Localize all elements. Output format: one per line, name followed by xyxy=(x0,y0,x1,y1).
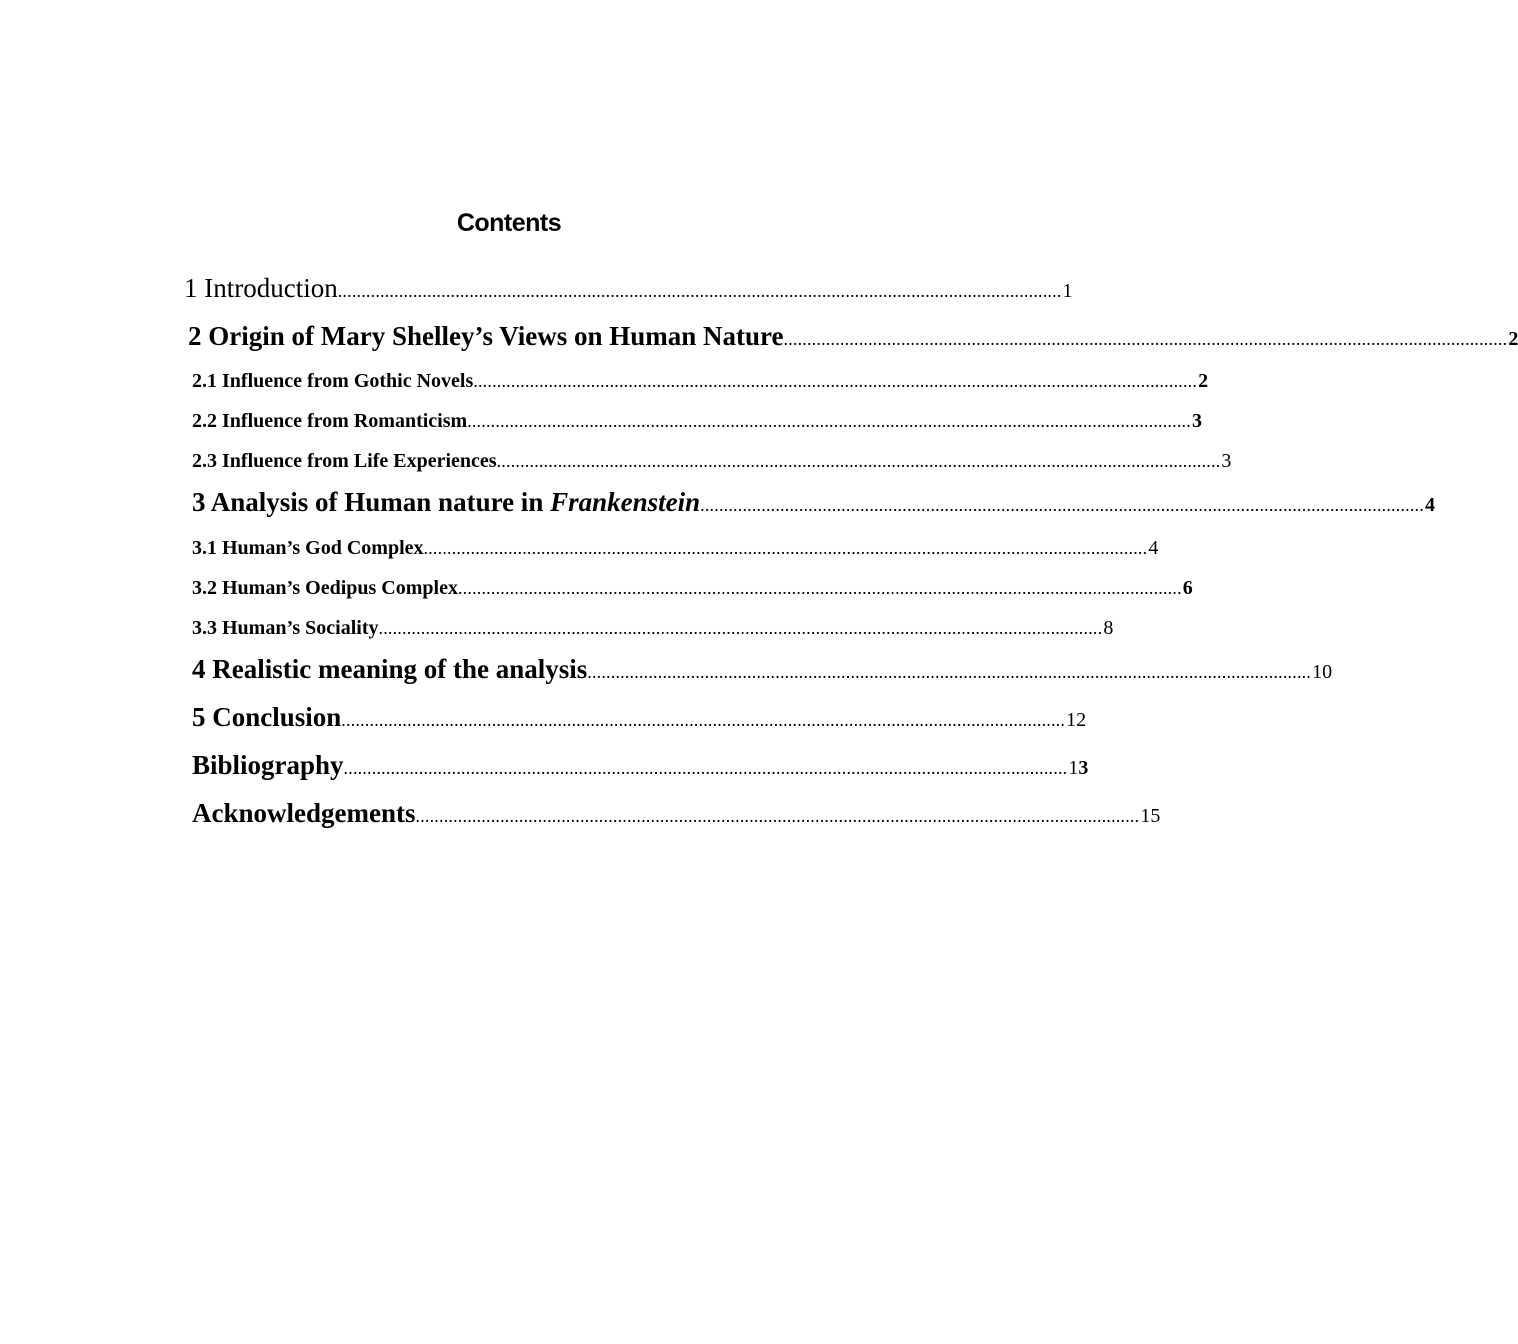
toc-entry-label: 4 Realistic meaning of the analysis xyxy=(192,654,588,684)
toc-entry-conclusion[interactable] xyxy=(192,702,1087,733)
toc-entry-label-text: 3 Analysis of Human nature in xyxy=(192,487,551,517)
dot-leader: .......................................................................................................................................................... xyxy=(415,806,1140,826)
toc-entry-gothic-novels[interactable] xyxy=(192,370,1209,393)
toc-entry-realistic-meaning[interactable] xyxy=(192,654,1333,685)
toc-entry-god-complex[interactable] xyxy=(192,537,1159,560)
toc-entry-page-number: 2 xyxy=(1198,370,1209,392)
toc-entry-label: 3.2 Human’s Oedipus Complex xyxy=(192,577,458,599)
toc-entry-romanticism[interactable] xyxy=(192,410,1202,433)
toc-entry-page-number: 6 xyxy=(1182,577,1193,599)
toc-entry-page-number xyxy=(1067,757,1088,780)
toc-entry-acknowledgements[interactable] xyxy=(192,798,1161,829)
toc-entry-analysis[interactable] xyxy=(192,487,1435,518)
dot-leader: .......................................................................................................................................................... xyxy=(783,329,1508,349)
page-number-digit: 3 xyxy=(1078,757,1089,779)
dot-leader: .......................................................................................................................................................... xyxy=(700,495,1424,515)
toc-entry-page-number: 12 xyxy=(1066,709,1087,731)
toc-entry-sociality[interactable] xyxy=(192,617,1114,640)
toc-entry-label: 2.1 Influence from Gothic Novels xyxy=(192,370,474,392)
toc-entry-page-number: 1 xyxy=(1062,280,1073,302)
toc-entry-label: 3.3 Human’s Sociality xyxy=(192,617,379,639)
toc-entry-label: 1 Introduction xyxy=(184,273,338,303)
dot-leader: .......................................................................................................................................................... xyxy=(467,411,1191,431)
dot-leader: .......................................................................................................................................................... xyxy=(496,451,1221,471)
toc-entry-origin[interactable] xyxy=(188,321,1518,352)
toc-entry-bibliography[interactable] xyxy=(192,750,1089,781)
toc-entry-label: Acknowledgements xyxy=(192,798,416,828)
toc-entry-page-number: 4 xyxy=(1424,494,1435,516)
page-title: Contents xyxy=(456,209,562,237)
dot-leader: .......................................................................................................................................................... xyxy=(341,710,1066,730)
toc-entry-label: 3.1 Human’s God Complex xyxy=(192,537,424,559)
page-number-digit: 1 xyxy=(1068,757,1079,779)
dot-leader: .......................................................................................................................................................... xyxy=(587,662,1312,682)
toc-entry-label: 2.2 Influence from Romanticism xyxy=(192,410,468,432)
toc-entry-introduction[interactable] xyxy=(184,273,1073,304)
toc-entry-life-experiences[interactable] xyxy=(192,450,1232,473)
toc-entry-page-number: 2 xyxy=(1508,328,1518,350)
toc-entry-page-number: 4 xyxy=(1148,537,1159,559)
dot-leader: .......................................................................................................................................................... xyxy=(343,758,1068,778)
dot-leader: .......................................................................................................................................................... xyxy=(337,281,1062,301)
toc-entry-oedipus-complex[interactable] xyxy=(192,577,1193,600)
toc-entry-label: 2 Origin of Mary Shelley’s Views on Human Nature xyxy=(188,321,784,351)
toc-entry-page-number: 8 xyxy=(1103,617,1114,639)
dot-leader: .......................................................................................................................................................... xyxy=(378,618,1103,638)
toc-entry-label: Bibliography xyxy=(192,750,344,780)
toc-entry-page-number: 15 xyxy=(1140,805,1161,827)
toc-entry-page-number: 10 xyxy=(1312,661,1333,683)
toc-entry-label: 5 Conclusion xyxy=(192,702,342,732)
dot-leader: .......................................................................................................................................................... xyxy=(457,578,1182,598)
dot-leader: .......................................................................................................................................................... xyxy=(423,538,1148,558)
toc-entry-page-number: 3 xyxy=(1191,410,1202,432)
toc-entry-page-number: 3 xyxy=(1221,450,1232,472)
toc-entry-label xyxy=(192,487,700,518)
book-title-frankenstein: Frankenstein xyxy=(550,487,701,517)
toc-entry-label: 2.3 Influence from Life Experiences xyxy=(192,450,497,472)
dot-leader: .......................................................................................................................................................... xyxy=(473,371,1198,391)
